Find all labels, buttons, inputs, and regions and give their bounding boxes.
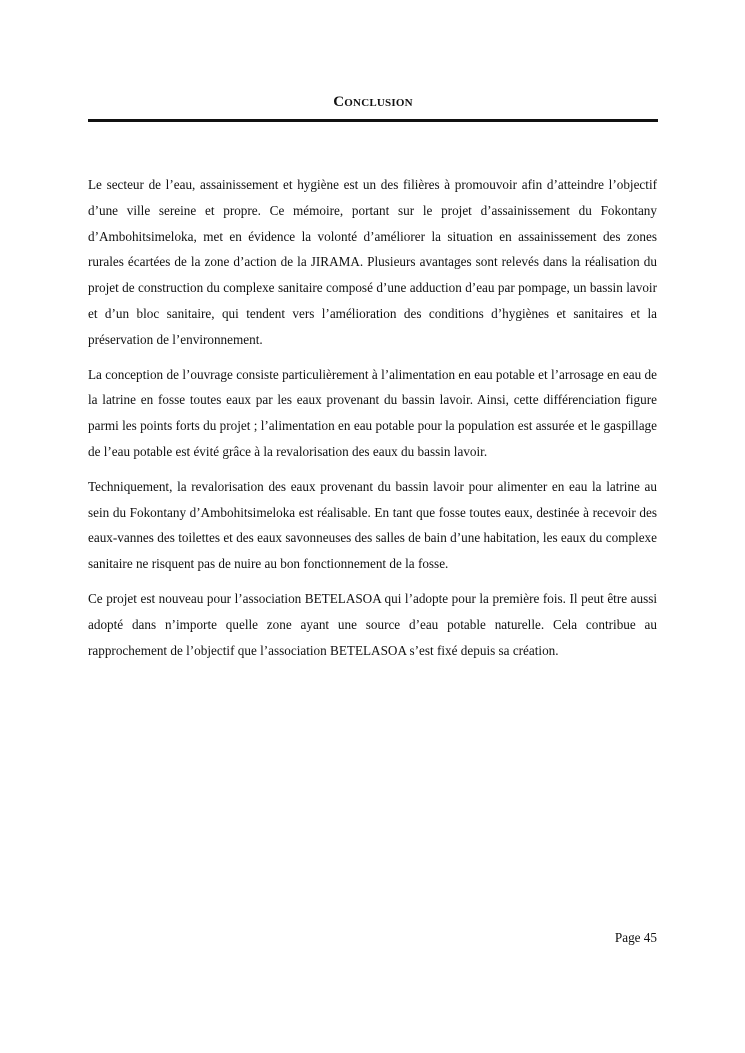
page-number: Page 45 bbox=[614, 930, 657, 945]
paragraph-1: Le secteur de l’eau, assainissement et hygiène est un des filières à promouvoir afin d’atteindre l’objectif d’une ville sereine et propre. Ce mémoire, portant sur le projet d’assainissement du Fokontany d’Ambohitsimeloka, met en évidence la volonté d’améliorer la situation en assainissement des zones rurales écartées de la zone d’action de la JIRAMA. Plusieurs avantages sont relevés dans la réalisation du projet de construction du complexe sanitaire composé d’une adduction d’eau par pompage, un bassin lavoir et d’un bloc sanitaire, qui tendent vers l’amélioration des conditions d’hygiènes et sanitaires et la préservation de l’environnement. bbox=[88, 177, 657, 347]
paragraph-3: Techniquement, la revalorisation des eaux provenant du bassin lavoir pour alimenter en eau la latrine au sein du Fokontany d’Ambohitsimeloka est réalisable. En tant que fosse toutes eaux, destinée à recevoir des eaux-vannes des toilettes et des eaux savonneuses des salles de bain d’une habitation, les eaux du complexe sanitaire ne risquent pas de nuire au bon fonctionnement de la fosse. bbox=[88, 478, 657, 572]
page-title: Conclusion bbox=[333, 94, 413, 110]
body-text bbox=[88, 172, 657, 672]
paragraph-2: La conception de l’ouvrage consiste particulièrement à l’alimentation en eau potable et l’arrosage en eau de la latrine en fosse toutes eaux par les eaux provenant du bassin lavoir. Ainsi, cette différenciation figure parmi les points forts du projet ; l’alimentation en eau potable pour la population est assurée et le gaspillage de l’eau potable est évité grâce à la revalorisation des eaux du bassin lavoir. bbox=[88, 366, 657, 459]
paragraph-4: Ce projet est nouveau pour l’association BETELASOA qui l’adopte pour la première fois. Il peut être aussi adopté dans n’importe quelle zone ayant une source d’eau potable naturelle. Cela contribue au rapprochement de l’objectif que l’association BETELASOA s’est fixé depuis sa création. bbox=[88, 590, 657, 658]
title-underline bbox=[88, 119, 658, 122]
